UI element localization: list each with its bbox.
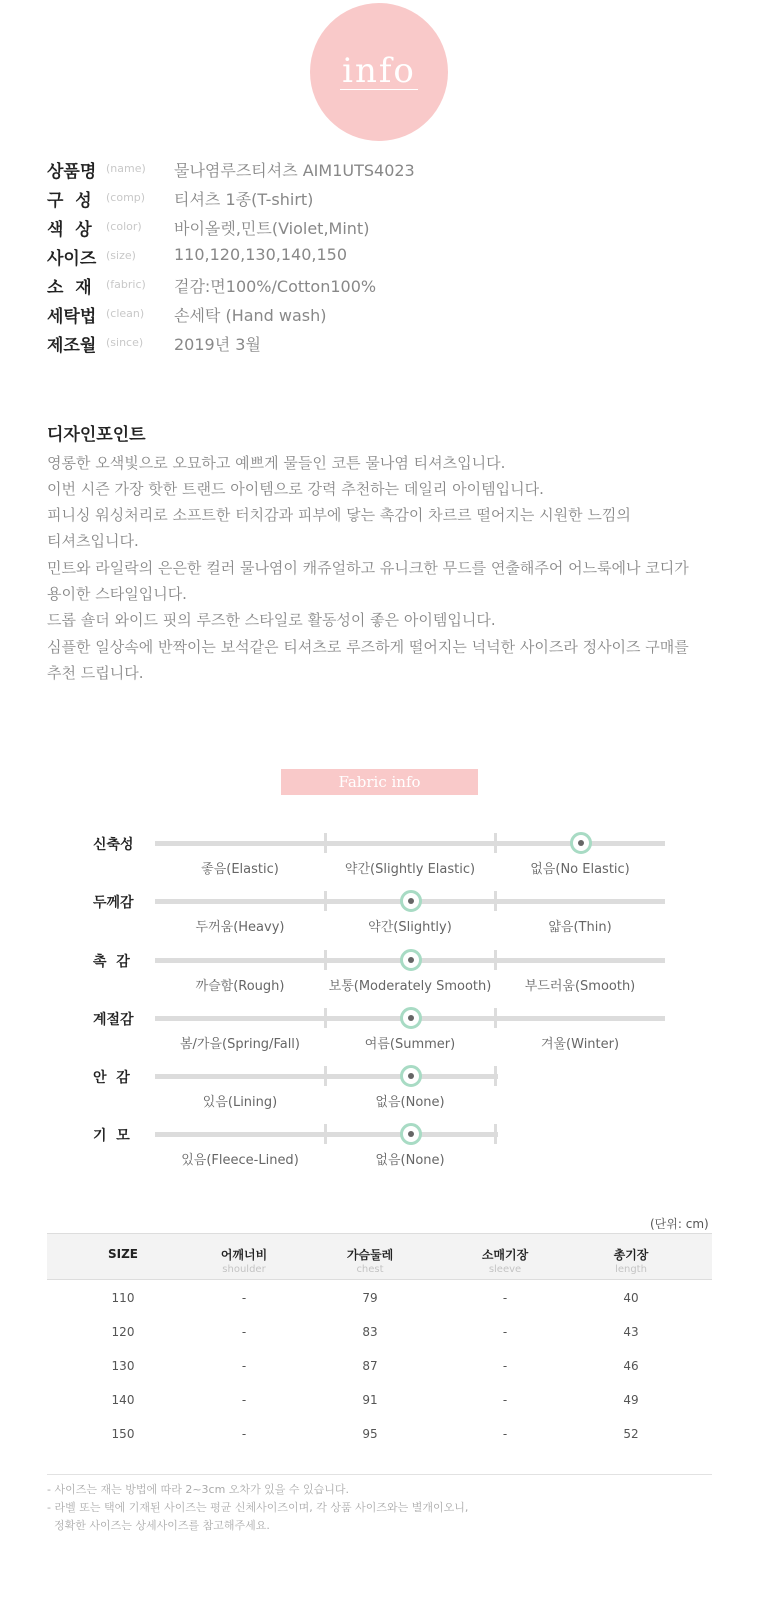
table-cell: 95 (362, 1427, 378, 1441)
fabric-selected-marker (400, 1123, 422, 1145)
info-badge-text: info (342, 51, 416, 91)
spec-value: 110,120,130,140,150 (174, 245, 348, 264)
table-cell: 52 (623, 1427, 639, 1441)
table-cell: 46 (623, 1359, 639, 1373)
fabric-option-label: 여름(Summer) (364, 1037, 456, 1052)
table-cell: - (241, 1291, 247, 1305)
fabric-scale-tick (494, 1008, 497, 1028)
size-unit: (단위: cm) (650, 1217, 709, 1231)
fabric-option-label: 약간(Slightly) (368, 920, 452, 935)
spec-label-en: (since) (106, 336, 144, 349)
column-header-shoulder (184, 1246, 304, 1275)
fabric-scale-tick (324, 891, 327, 911)
spec-label: 소 재 (47, 278, 92, 298)
spec-label-en: (fabric) (106, 278, 146, 291)
description-line: 티셔츠입니다. (47, 532, 139, 550)
column-header-label: SIZE (107, 1247, 138, 1261)
fabric-row-label: 안 감 (93, 1070, 130, 1086)
spec-label-en: (color) (106, 220, 142, 233)
table-cell: - (241, 1359, 247, 1373)
fabric-option-label: 없음(None) (375, 1153, 445, 1168)
fabric-option-label: 있음(Fleece-Lined) (181, 1153, 299, 1168)
size-note: - 라벨 또는 택에 기재된 사이즈는 평균 신체사이즈이며, 각 상품 사이즈와는 별개이오니, (47, 1501, 469, 1514)
column-header-chest (310, 1246, 430, 1275)
spec-value: 손세탁 (Hand wash) (174, 306, 327, 325)
fabric-row-label: 기 모 (93, 1128, 130, 1144)
fabric-option-label: 없음(No Elastic) (530, 862, 630, 877)
fabric-row-label: 두께감 (93, 895, 134, 911)
fabric-selected-marker (400, 949, 422, 971)
spec-value: 물나염루즈티셔츠 AIM1UTS4023 (174, 161, 415, 180)
table-cell: 83 (362, 1325, 378, 1339)
size-note: - 사이즈는 재는 방법에 따라 2~3cm 오차가 있을 수 있습니다. (47, 1483, 350, 1496)
fabric-scale-tick (494, 1124, 497, 1144)
column-header-sub: length (615, 1264, 647, 1275)
fabric-info-banner: Fabric info (281, 769, 478, 795)
fabric-option-label: 두꺼움(Heavy) (195, 920, 285, 935)
spec-label: 상품명 (47, 162, 97, 182)
fabric-option-label: 봄/가을(Spring/Fall) (179, 1037, 300, 1052)
fabric-option-label: 부드러움(Smooth) (524, 979, 636, 994)
table-cell: 40 (623, 1291, 639, 1305)
table-cell: 140 (111, 1393, 135, 1407)
spec-value: 겉감:면100%/Cotton100% (174, 277, 377, 296)
fabric-scale-tick (324, 1008, 327, 1028)
fabric-scale-tick (494, 833, 497, 853)
table-cell: - (241, 1325, 247, 1339)
fabric-selected-marker (400, 1065, 422, 1087)
table-cell: 110 (111, 1291, 135, 1305)
fabric-option-label: 약간(Slightly Elastic) (344, 862, 476, 877)
table-divider (47, 1474, 712, 1475)
table-cell: 79 (362, 1291, 378, 1305)
table-cell: - (502, 1393, 508, 1407)
fabric-row-label: 계절감 (93, 1012, 134, 1028)
description-line: 용이한 스타일입니다. (47, 585, 187, 603)
table-cell: - (241, 1393, 247, 1407)
spec-label: 사이즈 (47, 249, 97, 269)
spec-label-en: (name) (106, 162, 146, 175)
spec-value: 2019년 3월 (174, 335, 261, 354)
fabric-scale-tick (324, 833, 327, 853)
size-note: 정확한 사이즈는 상세사이즈를 참고해주세요. (47, 1519, 270, 1532)
fabric-row-label: 신축성 (93, 837, 134, 853)
column-header-label: 가슴둘레 (346, 1248, 394, 1262)
spec-label-en: (size) (106, 249, 136, 262)
fabric-scale-tick (324, 1066, 327, 1086)
design-point-title: 디자인포인트 (47, 425, 146, 445)
table-cell: - (241, 1427, 247, 1441)
fabric-option-label: 보통(Moderately Smooth) (328, 979, 492, 994)
fabric-option-label: 있음(Lining) (202, 1095, 278, 1110)
spec-label-en: (comp) (106, 191, 146, 204)
table-cell: - (502, 1291, 508, 1305)
table-cell: 87 (362, 1359, 378, 1373)
fabric-scale-tick (324, 1124, 327, 1144)
table-cell: 150 (111, 1427, 135, 1441)
fabric-scale-tick (494, 891, 497, 911)
column-header-label: 소매기장 (481, 1248, 529, 1262)
table-cell: 49 (623, 1393, 639, 1407)
table-cell: 120 (111, 1325, 135, 1339)
description-line: 추천 드립니다. (47, 664, 144, 682)
fabric-selected-marker (400, 890, 422, 912)
column-header-label: 어깨너비 (220, 1248, 268, 1262)
fabric-option-label: 까슬함(Rough) (195, 979, 285, 994)
column-header-length (571, 1246, 691, 1275)
column-header-size (63, 1247, 183, 1261)
fabric-option-label: 겨울(Winter) (540, 1037, 620, 1052)
table-cell: 91 (362, 1393, 378, 1407)
fabric-scale-tick (324, 950, 327, 970)
spec-value: 바이올렛,민트(Violet,Mint) (174, 219, 370, 238)
table-cell: - (502, 1325, 508, 1339)
spec-label: 색 상 (47, 220, 92, 240)
description-line: 민트와 라일락의 은은한 컬러 물나염이 캐쥬얼하고 유니크한 무드를 연출해주어 어느룩에나 코디가 (47, 559, 689, 577)
fabric-option-label: 없음(None) (375, 1095, 445, 1110)
table-cell: 43 (623, 1325, 639, 1339)
fabric-option-label: 얇음(Thin) (548, 920, 612, 935)
column-header-sleeve (445, 1246, 565, 1275)
table-cell: 130 (111, 1359, 135, 1373)
column-header-sub: sleeve (488, 1264, 522, 1275)
description-line: 심플한 일상속에 반짝이는 보석같은 티셔츠로 루즈하게 떨어지는 넉넉한 사이즈라 정사이즈 구매를 (47, 638, 689, 656)
table-cell: - (502, 1427, 508, 1441)
fabric-scale-tick (494, 1066, 497, 1086)
spec-label-en: (clean) (106, 307, 145, 320)
fabric-scale-tick (494, 950, 497, 970)
spec-label: 구 성 (47, 191, 92, 211)
fabric-row-label: 촉 감 (93, 954, 130, 970)
description-line: 드롭 숄더 와이드 핏의 루즈한 스타일로 활동성이 좋은 아이템입니다. (47, 611, 496, 629)
spec-label: 제조월 (47, 336, 97, 356)
size-table-header (47, 1233, 712, 1280)
spec-label: 세탁법 (47, 307, 97, 327)
fabric-selected-marker (400, 1007, 422, 1029)
column-header-sub: shoulder (222, 1264, 266, 1275)
column-header-sub: chest (356, 1264, 384, 1275)
description-line: 피니싱 워싱처리로 소프트한 터치감과 피부에 닿는 촉감이 차르르 떨어지는 시원한 느낌의 (47, 506, 631, 524)
column-header-label: 총기장 (613, 1248, 649, 1262)
description-line: 영롱한 오색빛으로 오묘하고 예쁘게 물들인 코튼 물나염 티셔츠입니다. (47, 454, 506, 472)
fabric-option-label: 좋음(Elastic) (201, 862, 279, 877)
info-badge (310, 3, 448, 141)
fabric-selected-marker (570, 832, 592, 854)
table-cell: - (502, 1359, 508, 1373)
spec-value: 티셔츠 1종(T-shirt) (174, 190, 314, 209)
description-line: 이번 시즌 가장 핫한 트랜드 아이템으로 강력 추천하는 데일리 아이템입니다. (47, 480, 544, 498)
